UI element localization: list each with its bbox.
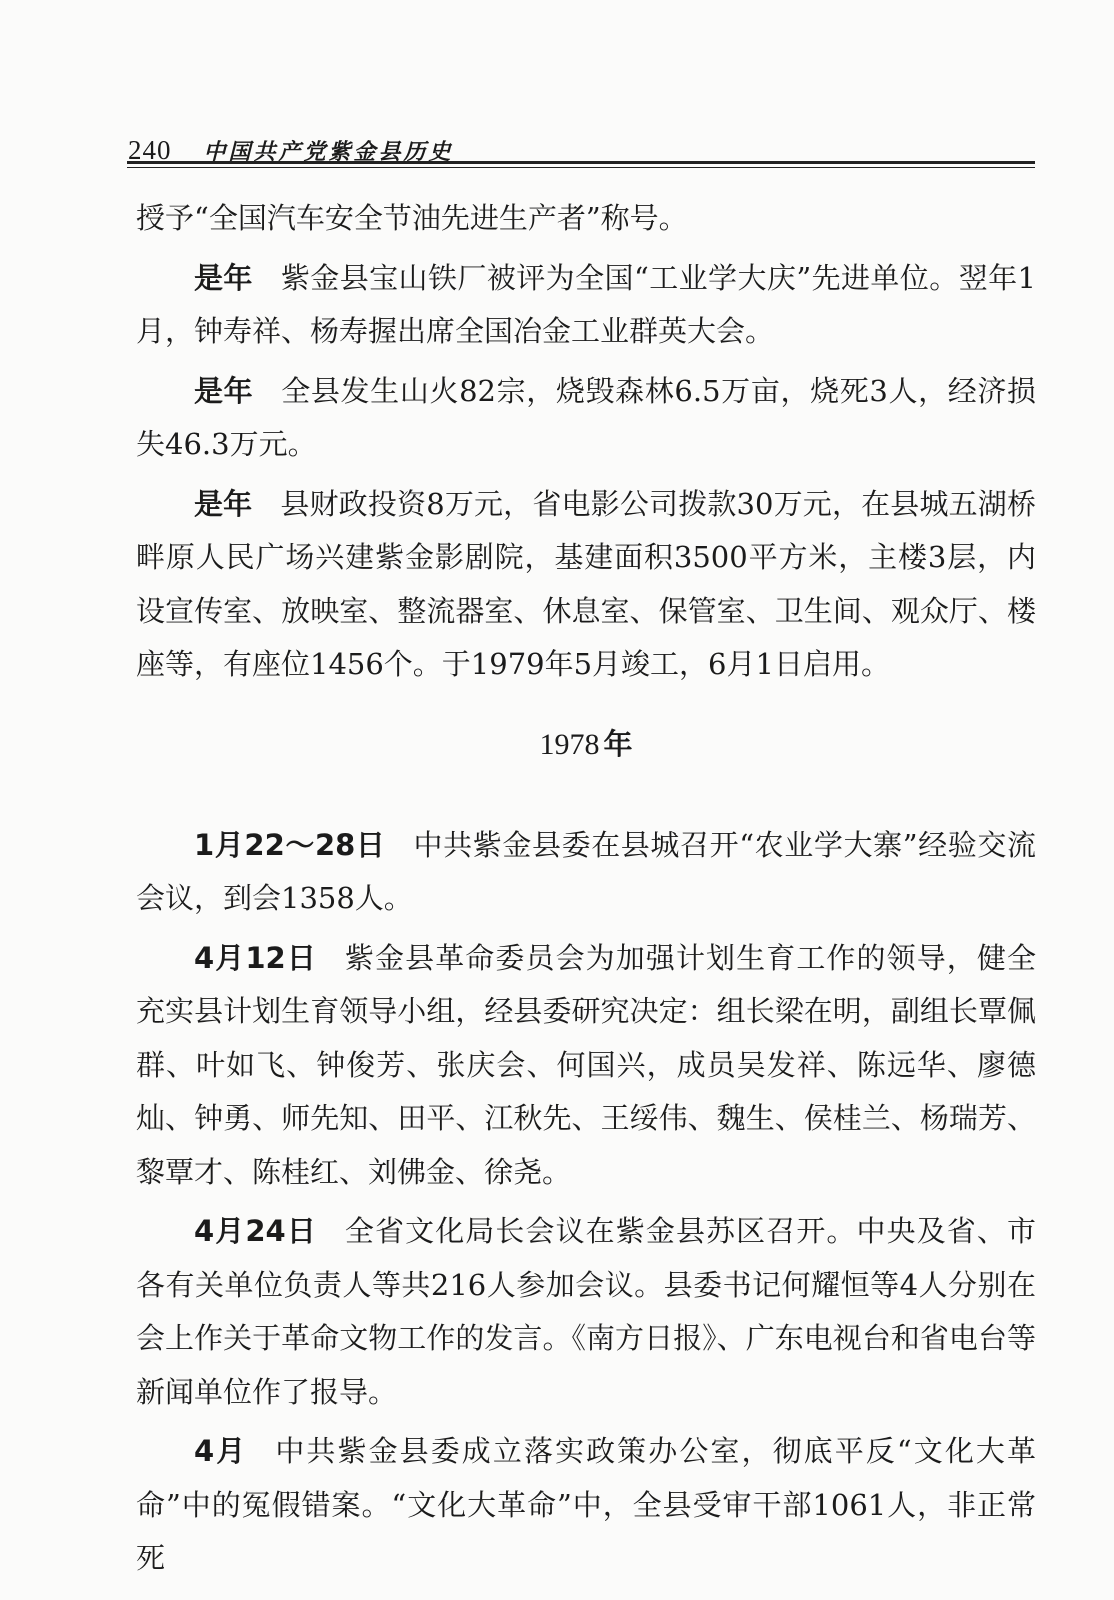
page-number: 240 [128, 135, 172, 165]
paragraph-text: 授予“全国汽车安全节油先进生产者”称号。 [136, 201, 688, 235]
entry-date: 4月24日 [194, 1214, 317, 1248]
entry-date: 4月 [194, 1434, 248, 1468]
chronology-entry [136, 1425, 1036, 1586]
book-title: 中国共产党紫金县历史 [203, 140, 454, 165]
chronology-entry [136, 819, 1036, 926]
entry-date: 1月22～28日 [194, 827, 386, 862]
chronology-entry [136, 1205, 1036, 1419]
entry-text: 紫金县宝山铁厂被评为全国“工业学大庆”先进单位。翌年1月，钟寿祥、杨寿握出席全国冶金工业群英大会。 [136, 260, 1036, 348]
entry-text: 紫金县革命委员会为加强计划生育工作的领导，健全充实县计划生育领导小组，经县委研究决定：组长梁在明，副组长覃佩群、叶如飞、钟俊芳、张庆会、何国兴，成员吴发祥、陈远华、廖德灿、钟勇、师先知、田平、江秋先、王绥伟、魏生、侯桂兰、杨瑞芳、黎覃才、陈桂红、刘佛金、徐尧。 [136, 940, 1036, 1189]
paragraph-continuation [136, 192, 1036, 246]
body-text [136, 192, 1036, 1586]
entry-text: 中共紫金县委成立落实政策办公室，彻底平反“文化大革命”中的冤假错案。“文化大革命”中，全县受审干部1061人，非正常死 [136, 1434, 1037, 1575]
chronology-entry [136, 932, 1036, 1200]
entry-text: 全省文化局长会议在紫金县苏区召开。中央及省、市各有关单位负责人等共216人参加会议。县委书记何耀恒等4人分别在会上作关于革命文物工作的发言。《南方日报》、广东电视台和省电台等新闻单位作了报导。 [136, 1214, 1036, 1409]
entry-label: 是年 [194, 486, 253, 521]
entry-text: 县财政投资8万元，省电影公司拨款30万元，在县城五湖桥畔原人民广场兴建紫金影剧院，基建面积3500平方米，主楼3层，内设宣传室、放映室、整流器室、休息室、保管室、卫生间、观众厅、楼座等，有座位1456个。于1979年5月竣工，6月1日启用。 [136, 486, 1036, 681]
paragraph-entry [136, 478, 1036, 692]
header-rule-thick [127, 161, 1035, 164]
paragraph-entry [136, 252, 1036, 359]
year-heading [136, 718, 1036, 771]
entry-label: 是年 [194, 260, 253, 295]
entry-date: 4月12日 [194, 940, 317, 975]
entry-label: 是年 [194, 373, 254, 408]
header-rule-thin [127, 167, 1035, 168]
entry-text: 中共紫金县委在县城召开“农业学大寨”经验交流会议，到会1358人。 [136, 827, 1036, 915]
year-number: 1978 [539, 727, 600, 761]
year-suffix: 年 [603, 726, 633, 761]
entry-text: 全县发生山火82宗，烧毁森林6.5万亩，烧死3人，经济损失46.3万元。 [136, 373, 1036, 461]
paragraph-entry [136, 365, 1036, 472]
